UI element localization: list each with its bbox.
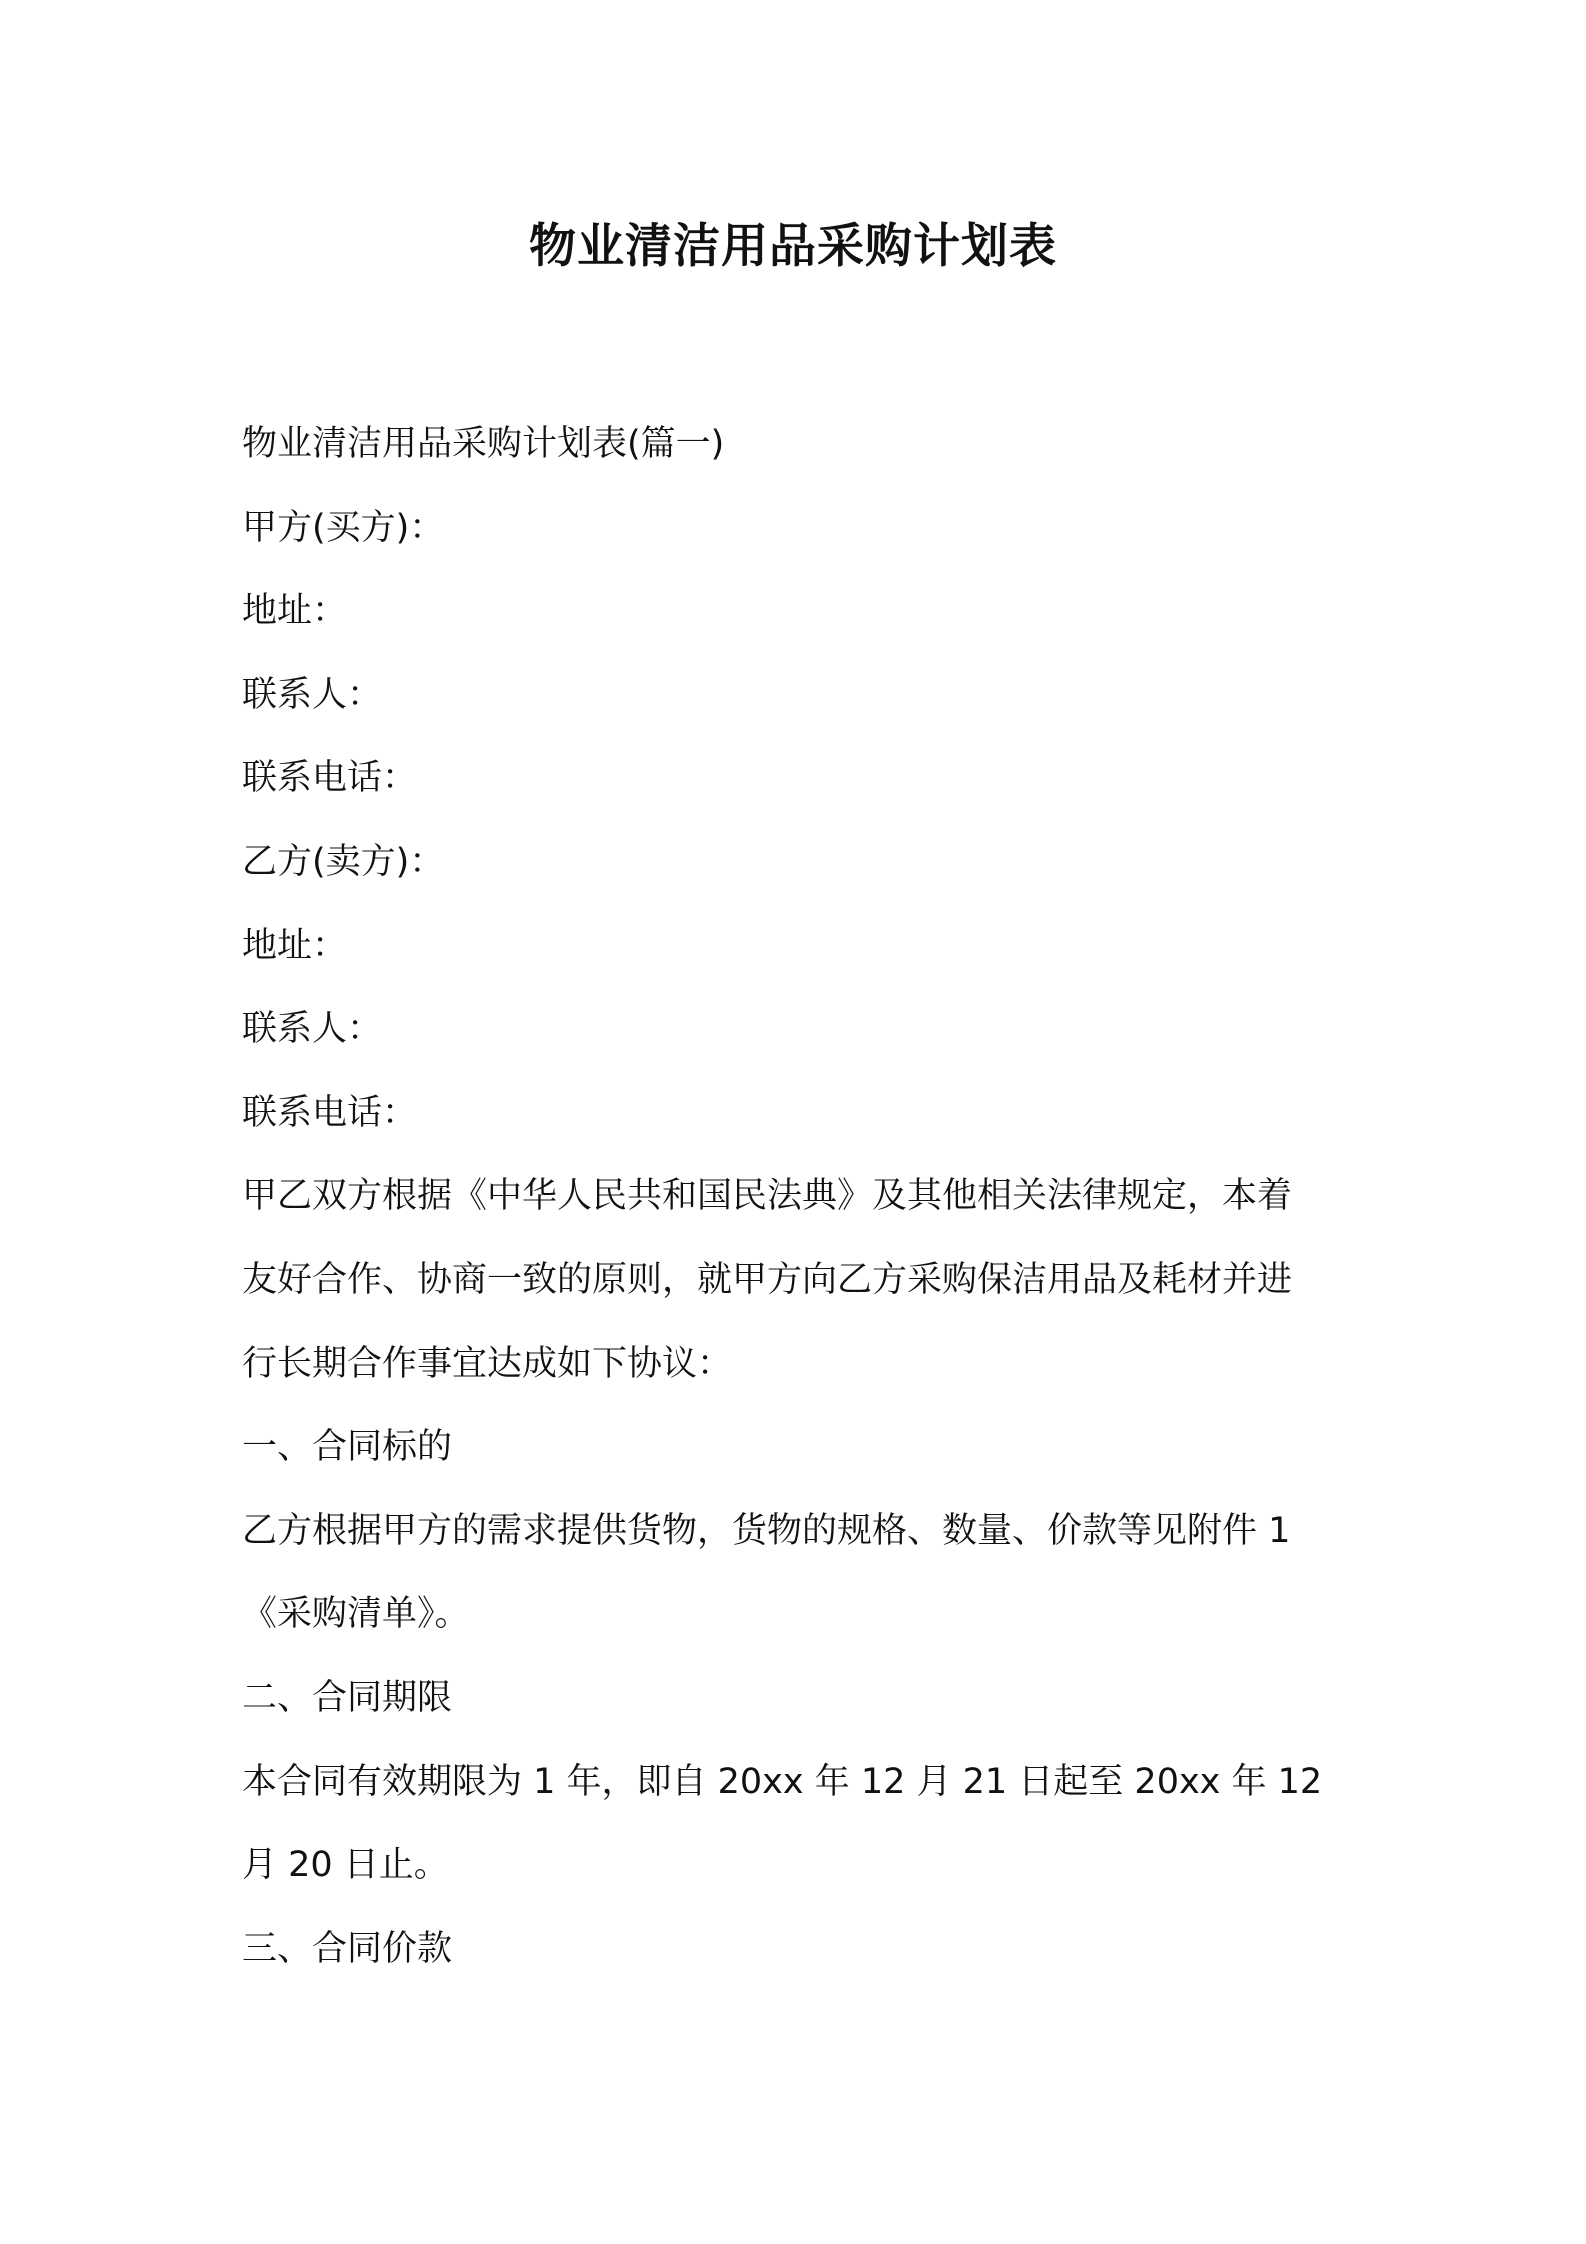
clause-2-text-line-2: 月 20 日止。 (242, 1845, 449, 1886)
document-body (242, 403, 1362, 1991)
preamble-line-3: 行长期合作事宜达成如下协议： (242, 1343, 733, 1384)
party-a-label: 甲方(买方)： (242, 507, 445, 548)
party-b-contact-label: 联系人： (242, 1009, 383, 1050)
clause-1-heading: 一、合同标的 (242, 1427, 453, 1468)
clause-2-text-line-1: 本合同有效期限为 1 年，即自 20xx 年 12 月 21 日起至 20xx 年 12 (242, 1761, 1323, 1802)
party-b-phone-label: 联系电话： (242, 1092, 418, 1133)
clause-1-text-line-1: 乙方根据甲方的需求提供货物，货物的规格、数量、价款等见附件 1 (242, 1510, 1291, 1551)
party-b-label: 乙方(卖方)： (242, 841, 445, 882)
clause-1-text-line-2: 《采购清单》。 (242, 1594, 470, 1635)
clause-2-heading: 二、合同期限 (242, 1677, 453, 1718)
preamble-line-1: 甲乙双方根据《中华人民共和国民法典》及其他相关法律规定，本着 (242, 1176, 1293, 1217)
preamble-line-2: 友好合作、协商一致的原则，就甲方向乙方采购保洁用品及耗材并进 (242, 1259, 1293, 1300)
clause-3-heading: 三、合同价款 (242, 1928, 453, 1969)
party-a-contact-label: 联系人： (242, 674, 383, 715)
party-a-phone-label: 联系电话： (242, 758, 418, 799)
party-b-address-label: 地址： (242, 925, 348, 966)
document-title: 物业清洁用品采购计划表 (529, 219, 1057, 274)
section-heading-part1: 物业清洁用品采购计划表(篇一) (242, 424, 725, 464)
party-a-address-label: 地址： (242, 591, 348, 632)
